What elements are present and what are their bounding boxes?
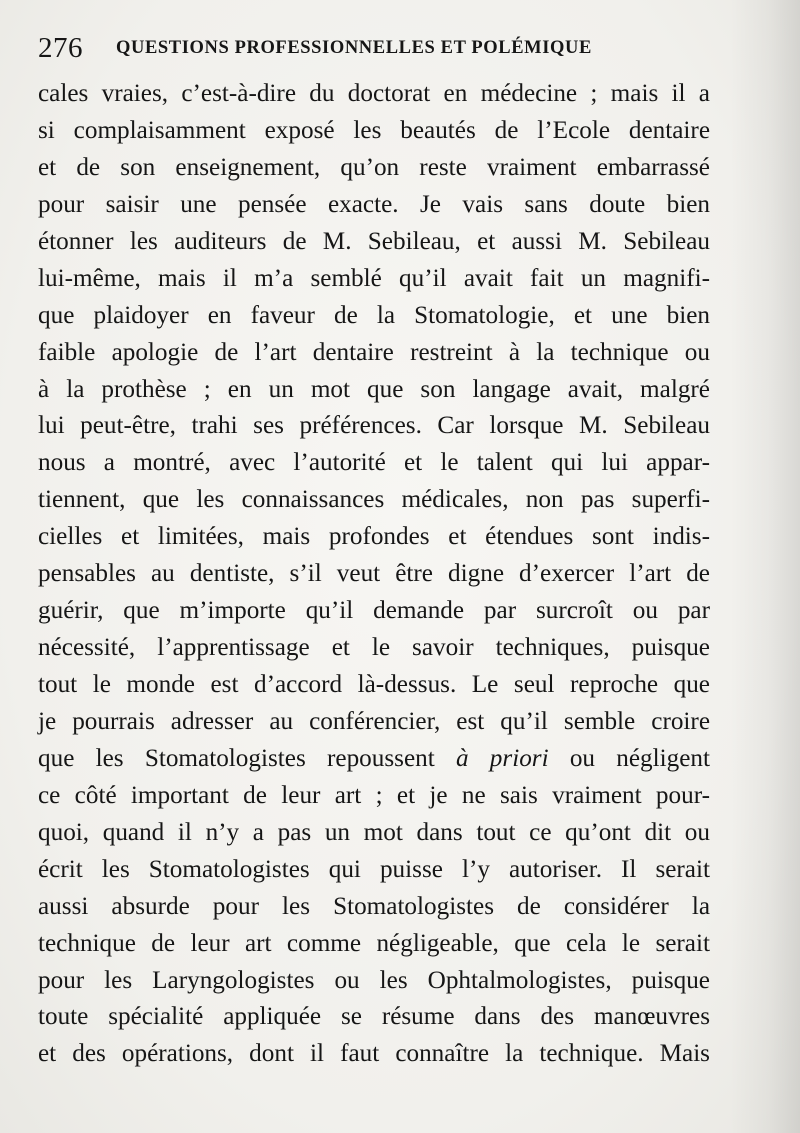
text-line: cielles et limitées, mais profondes et étendues sont indis-	[38, 523, 710, 551]
text-line: étonner les auditeurs de M. Sebileau, et aussi M. Sebileau	[38, 227, 710, 255]
text-line: toute spécialité appliquée se résume dans des manœuvres	[38, 1003, 710, 1031]
running-head: QUESTIONS PROFESSIONNELLES ET POLÉMIQUE	[116, 38, 592, 58]
body-text	[38, 76, 710, 1073]
text-line: à la prothèse ; en un mot que son langage avait, malgré	[38, 375, 710, 403]
text-line: nous a montré, avec l’autorité et le talent qui lui appar-	[38, 449, 710, 477]
text-line: pour les Laryngologistes ou les Ophtalmologistes, puisque	[38, 966, 710, 994]
text-line: quoi, quand il n’y a pas un mot dans tout ce qu’ont dit ou	[38, 818, 710, 846]
text-line: ce côté important de leur art ; et je ne sais vraiment pour-	[38, 781, 710, 809]
text-line: si complaisamment exposé les beautés de l’Ecole dentaire	[38, 116, 710, 144]
text-line: pensables au dentiste, s’il veut être digne d’exercer l’art de	[38, 560, 710, 588]
text-line: écrit les Stomatologistes qui puisse l’y autoriser. Il serait	[38, 855, 710, 883]
text-line: guérir, que m’importe qu’il demande par surcroît ou par	[38, 597, 710, 625]
text-line: lui peut-être, trahi ses préférences. Car lorsque M. Sebileau	[38, 412, 710, 440]
text-line: faible apologie de l’art dentaire restreint à la technique ou	[38, 338, 710, 366]
text-line: cales vraies, c’est-à-dire du doctorat en médecine ; mais il a	[38, 80, 710, 107]
text-line: que plaidoyer en faveur de la Stomatologie, et une bien	[38, 301, 710, 329]
page-header	[38, 28, 738, 68]
text-line: technique de leur art comme négligeable, que cela le serait	[38, 929, 710, 957]
page-gutter-shadow	[730, 0, 800, 1133]
text-line: lui-même, mais il m’a semblé qu’il avait fait un magnifi-	[38, 264, 710, 292]
italic-phrase: à priori	[455, 744, 549, 772]
text-line: je pourrais adresser au conférencier, est qu’il semble croire	[38, 707, 710, 735]
text-line: et de son enseignement, qu’on reste vraiment embarrassé	[38, 153, 710, 181]
text-line: et des opérations, dont il faut connaître la technique. Mais	[38, 1040, 710, 1068]
page-number: 276	[38, 32, 83, 64]
text-segment: ou négligent	[548, 744, 710, 772]
text-line: nécessité, l’apprentissage et le savoir techniques, puisque	[38, 634, 710, 662]
text-segment: que les Stomatologistes repoussent	[38, 744, 456, 772]
text-line-with-italic	[38, 741, 710, 778]
text-line: pour saisir une pensée exacte. Je vais sans doute bien	[38, 190, 710, 218]
text-line: tout le monde est d’accord là-dessus. Le seul reproche que	[38, 671, 710, 698]
text-line: tiennent, que les connaissances médicales, non pas superfi-	[38, 486, 710, 514]
text-line: aussi absurde pour les Stomatologistes de considérer la	[38, 892, 710, 920]
